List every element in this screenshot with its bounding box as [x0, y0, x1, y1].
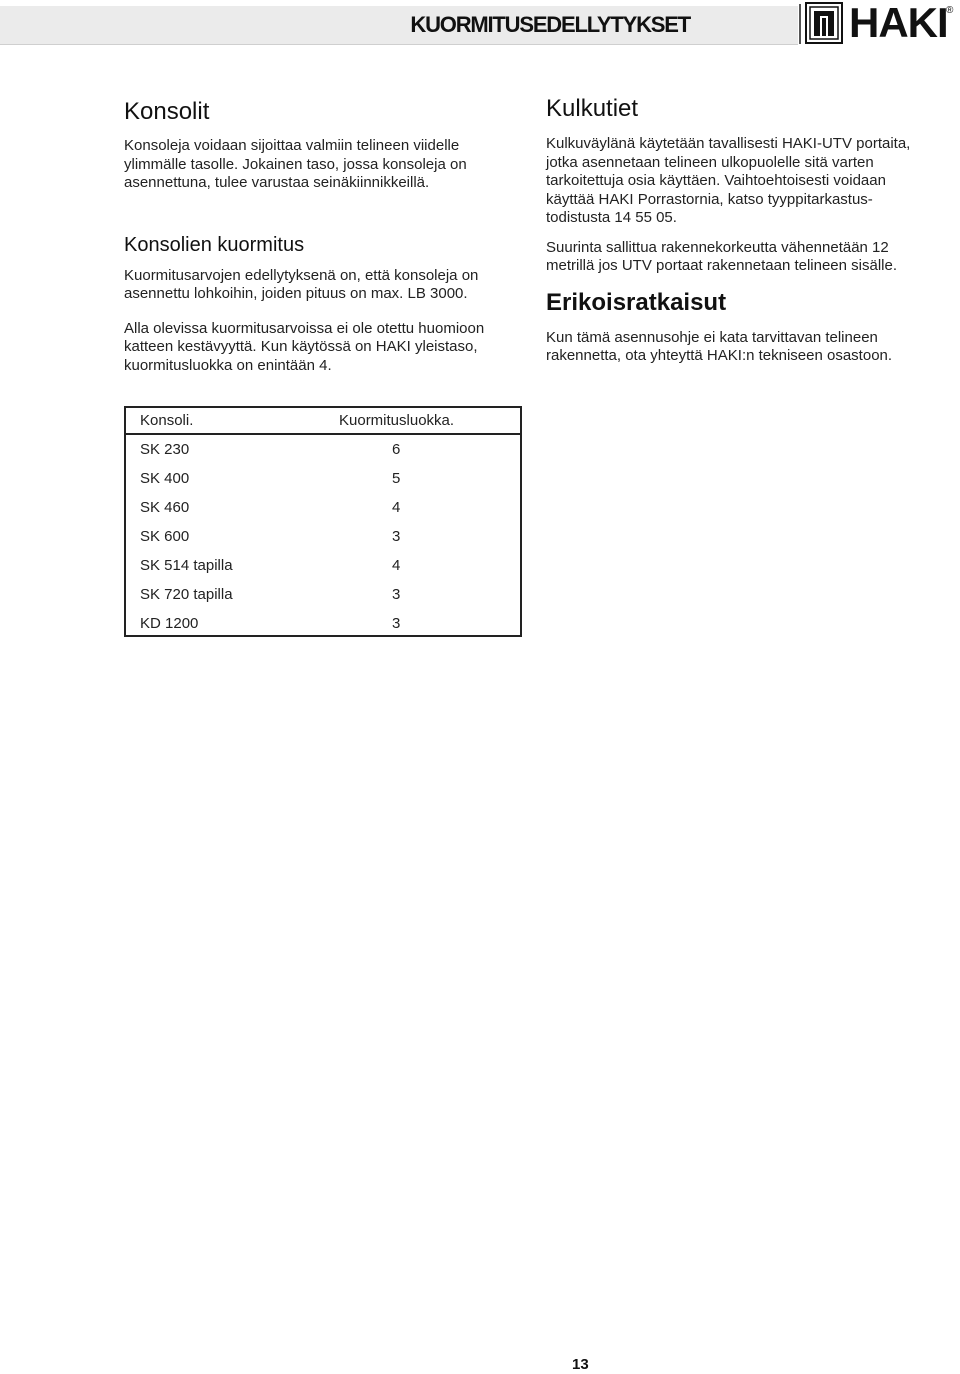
column-header-konsoli: Konsoli.	[140, 412, 194, 429]
cell-kuormitusluokka: 6	[392, 441, 401, 458]
table-row	[126, 551, 520, 580]
paragraph-konsolit: Konsoleja voidaan sijoittaa valmiin telineen viidelle ylimmälle tasolle. Jokainen taso, jossa konsoleja on asennettuna, tulee varustaa seinäkiinnikkeillä.	[124, 137, 467, 191]
heading-konsolit: Konsolit	[124, 98, 210, 125]
heading-erikoisratkaisut: Erikoisratkaisut	[546, 288, 727, 316]
cell-konsoli: SK 460	[140, 499, 190, 516]
cell-kuormitusluokka: 3	[392, 615, 401, 632]
heading-kulkutiet: Kulkutiet	[546, 95, 639, 122]
table-row	[126, 580, 520, 609]
cell-konsoli: SK 720 tapilla	[140, 586, 233, 603]
paragraph-rakennekorkeus: Suurinta sallittua rakennekorkeutta vähennetään 12 metrillä jos UTV portaat rakennetaan telineen sisälle.	[546, 238, 898, 274]
header-divider	[799, 4, 801, 44]
haki-logo-mark-icon	[805, 2, 843, 44]
paragraph-kuormitusarvot: Kuormitusarvojen edellytyksenä on, että konsoleja on asennettu lohkoihin, joiden pituus on max. LB 3000.	[124, 266, 479, 302]
cell-kuormitusluokka: 4	[392, 499, 401, 516]
table-row	[126, 464, 520, 493]
haki-logo	[805, 2, 955, 46]
table-row	[126, 609, 520, 638]
cell-konsoli: KD 1200	[140, 615, 199, 632]
cell-konsoli: SK 514 tapilla	[140, 557, 233, 574]
page-header	[0, 0, 960, 48]
left-column	[124, 92, 524, 375]
cell-kuormitusluokka: 3	[392, 528, 401, 545]
table-row	[126, 522, 520, 551]
page-title: KUORMITUSEDELLYTYKSET	[410, 12, 690, 37]
registered-mark: ®	[946, 5, 954, 16]
cell-konsoli: SK 600	[140, 528, 190, 545]
paragraph-kulkutiet: Kulkuväylänä käytetään tavallisesti HAKI-UTV portaita, jotka asennetaan telineen ulkopuolelle sitä varten tarkoitettuja osia käyttäen. Vaihtoehtoisesti voidaan käyttää HAKI Porrastornia, katso tyyppitarkastus- todistusta 14 55 05.	[546, 135, 911, 226]
right-column	[546, 92, 946, 366]
cell-kuormitusluokka: 4	[392, 557, 401, 574]
logo-text: HAKI	[849, 0, 948, 46]
table-body	[126, 435, 520, 638]
page-number: 13	[572, 1356, 589, 1373]
table-row	[126, 435, 520, 464]
load-class-table	[124, 406, 522, 637]
heading-konsolien-kuormitus: Konsolien kuormitus	[124, 233, 305, 256]
table-row	[126, 493, 520, 522]
table-header	[126, 408, 520, 435]
column-header-kuormitusluokka: Kuormitusluokka.	[339, 412, 455, 429]
cell-kuormitusluokka: 3	[392, 586, 401, 603]
paragraph-kestavyys: Alla olevissa kuormitusarvoissa ei ole otettu huomioon katteen kestävyyttä. Kun käytössä on HAKI yleistaso, kuormitusluokka on enintään 4.	[124, 319, 485, 374]
cell-konsoli: SK 230	[140, 441, 190, 458]
cell-konsoli: SK 400	[140, 470, 190, 487]
cell-kuormitusluokka: 5	[392, 470, 401, 487]
paragraph-erikoisratkaisut: Kun tämä asennusohje ei kata tarvittavan telineen rakennetta, ota yhteyttä HAKI:n tekniseen osastoon.	[546, 328, 893, 364]
